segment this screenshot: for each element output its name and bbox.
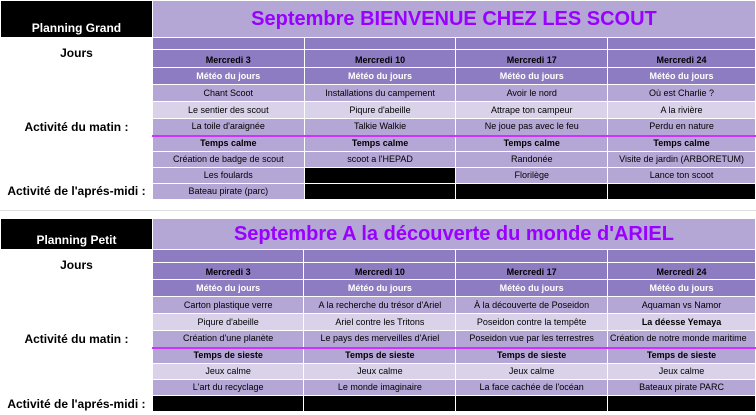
empty-black-cell <box>152 396 304 412</box>
temps-sieste-cell: Temps de sieste <box>608 348 756 364</box>
activity-cell: Bateaux pirate PARC <box>608 380 756 396</box>
activity-cell: Le sentier des scout <box>152 102 304 119</box>
activity-cell: L'art du recyclage <box>152 380 304 396</box>
empty-black-cell <box>304 168 456 184</box>
activity-cell: Jeux calme <box>304 364 456 380</box>
empty-black-cell <box>304 396 456 412</box>
activity-cell: Carton plastique verre <box>152 297 304 314</box>
temps-sieste-cell: Temps de sieste <box>152 348 304 364</box>
empty-black-cell <box>456 184 608 200</box>
jours-label: Jours <box>1 250 153 280</box>
day-header: Mercredi 17 <box>456 50 608 68</box>
activity-cell: La déesse Yemaya <box>608 314 756 331</box>
activity-cell: Ariel contre les Tritons <box>304 314 456 331</box>
empty-black-cell <box>456 396 608 412</box>
activite-matin-label: Activité du matin : <box>1 280 153 348</box>
planning-grand-table <box>0 0 756 200</box>
activity-cell: scoot a l'HEPAD <box>304 152 456 168</box>
jours-label: Jours <box>1 38 153 68</box>
activity-cell: Jeux calme <box>152 364 304 380</box>
meteo-cell: Météo du jours <box>152 280 304 297</box>
activity-cell: Poseidon contre la tempête <box>456 314 608 331</box>
meteo-cell: Météo du jours <box>304 68 456 85</box>
activity-cell: Florilège <box>456 168 608 184</box>
activity-cell: La toile d'araignée <box>152 119 304 136</box>
planning-grand-label: Planning Grand <box>1 1 153 38</box>
temps-calme-cell: Temps calme <box>608 136 756 152</box>
activite-matin-label: Activité du matin : <box>1 68 153 136</box>
empty-black-cell <box>608 396 756 412</box>
meteo-cell: Météo du jours <box>608 68 756 85</box>
meteo-cell: Météo du jours <box>456 280 608 297</box>
activity-cell: Ne joue pas avec le feu <box>456 119 608 136</box>
activity-cell: Piqure d'abeille <box>152 314 304 331</box>
activity-cell: Perdu en nature <box>608 119 756 136</box>
activite-apresmidi-label: Activité de l'aprés-midi : <box>1 348 153 412</box>
sheet-gridline <box>0 210 756 211</box>
temps-calme-cell: Temps calme <box>152 136 304 152</box>
activity-cell: Les foulards <box>152 168 304 184</box>
activity-cell: Création de notre monde maritime <box>608 331 756 348</box>
activity-cell: Visite de jardin (ARBORETUM) <box>608 152 756 168</box>
planning-grand-title: Septembre BIENVENUE CHEZ LES SCOUT <box>152 1 755 38</box>
activity-cell: Installations du campement <box>304 85 456 102</box>
activity-cell: Le monde imaginaire <box>304 380 456 396</box>
activite-apresmidi-label: Activité de l'aprés-midi : <box>1 136 153 200</box>
activity-cell: Lance ton scoot <box>608 168 756 184</box>
planning-grand-sheet <box>0 0 756 205</box>
activity-cell: La face cachée de l'océan <box>456 380 608 396</box>
activity-cell: Randonée <box>456 152 608 168</box>
meteo-cell: Météo du jours <box>456 68 608 85</box>
activity-cell: Création d'une planète <box>152 331 304 348</box>
activity-cell: Talkie Walkie <box>304 119 456 136</box>
day-header: Mercredi 10 <box>304 50 456 68</box>
meteo-cell: Météo du jours <box>304 280 456 297</box>
day-header: Mercredi 17 <box>456 263 608 280</box>
day-header: Mercredi 24 <box>608 50 756 68</box>
empty-black-cell <box>608 184 756 200</box>
activity-cell: Où est Charlie ? <box>608 85 756 102</box>
empty-black-cell <box>304 184 456 200</box>
meteo-cell: Météo du jours <box>152 68 304 85</box>
day-header: Mercredi 10 <box>304 263 456 280</box>
activity-cell: Chant Scoot <box>152 85 304 102</box>
activity-cell: Création de badge de scout <box>152 152 304 168</box>
activity-cell: Avoir le nord <box>456 85 608 102</box>
activity-cell: Poseidon vue par les terrestres <box>456 331 608 348</box>
planning-petit-sheet <box>0 218 756 415</box>
activity-cell: À la découverte de Poseidon <box>456 297 608 314</box>
meteo-cell: Météo du jours <box>608 280 756 297</box>
temps-calme-cell: Temps calme <box>456 136 608 152</box>
day-header: Mercredi 3 <box>152 263 304 280</box>
temps-sieste-cell: Temps de sieste <box>456 348 608 364</box>
planning-petit-table <box>0 218 756 412</box>
day-header: Mercredi 24 <box>608 263 756 280</box>
activity-cell: Bateau pirate (parc) <box>152 184 304 200</box>
activity-cell: A la rivière <box>608 102 756 119</box>
activity-cell: Attrape ton campeur <box>456 102 608 119</box>
activity-cell: A la recherche du trésor d'Ariel <box>304 297 456 314</box>
activity-cell: Jeux calme <box>456 364 608 380</box>
planning-petit-title: Septembre A la découverte du monde d'ARIEL <box>152 219 755 250</box>
activity-cell: Le pays des merveilles d'Ariel <box>304 331 456 348</box>
activity-cell: Piqure d'abeille <box>304 102 456 119</box>
day-header: Mercredi 3 <box>152 50 304 68</box>
planning-petit-label: Planning Petit <box>1 219 153 250</box>
temps-calme-cell: Temps calme <box>304 136 456 152</box>
activity-cell: Aquaman vs Namor <box>608 297 756 314</box>
temps-sieste-cell: Temps de sieste <box>304 348 456 364</box>
activity-cell: Jeux calme <box>608 364 756 380</box>
